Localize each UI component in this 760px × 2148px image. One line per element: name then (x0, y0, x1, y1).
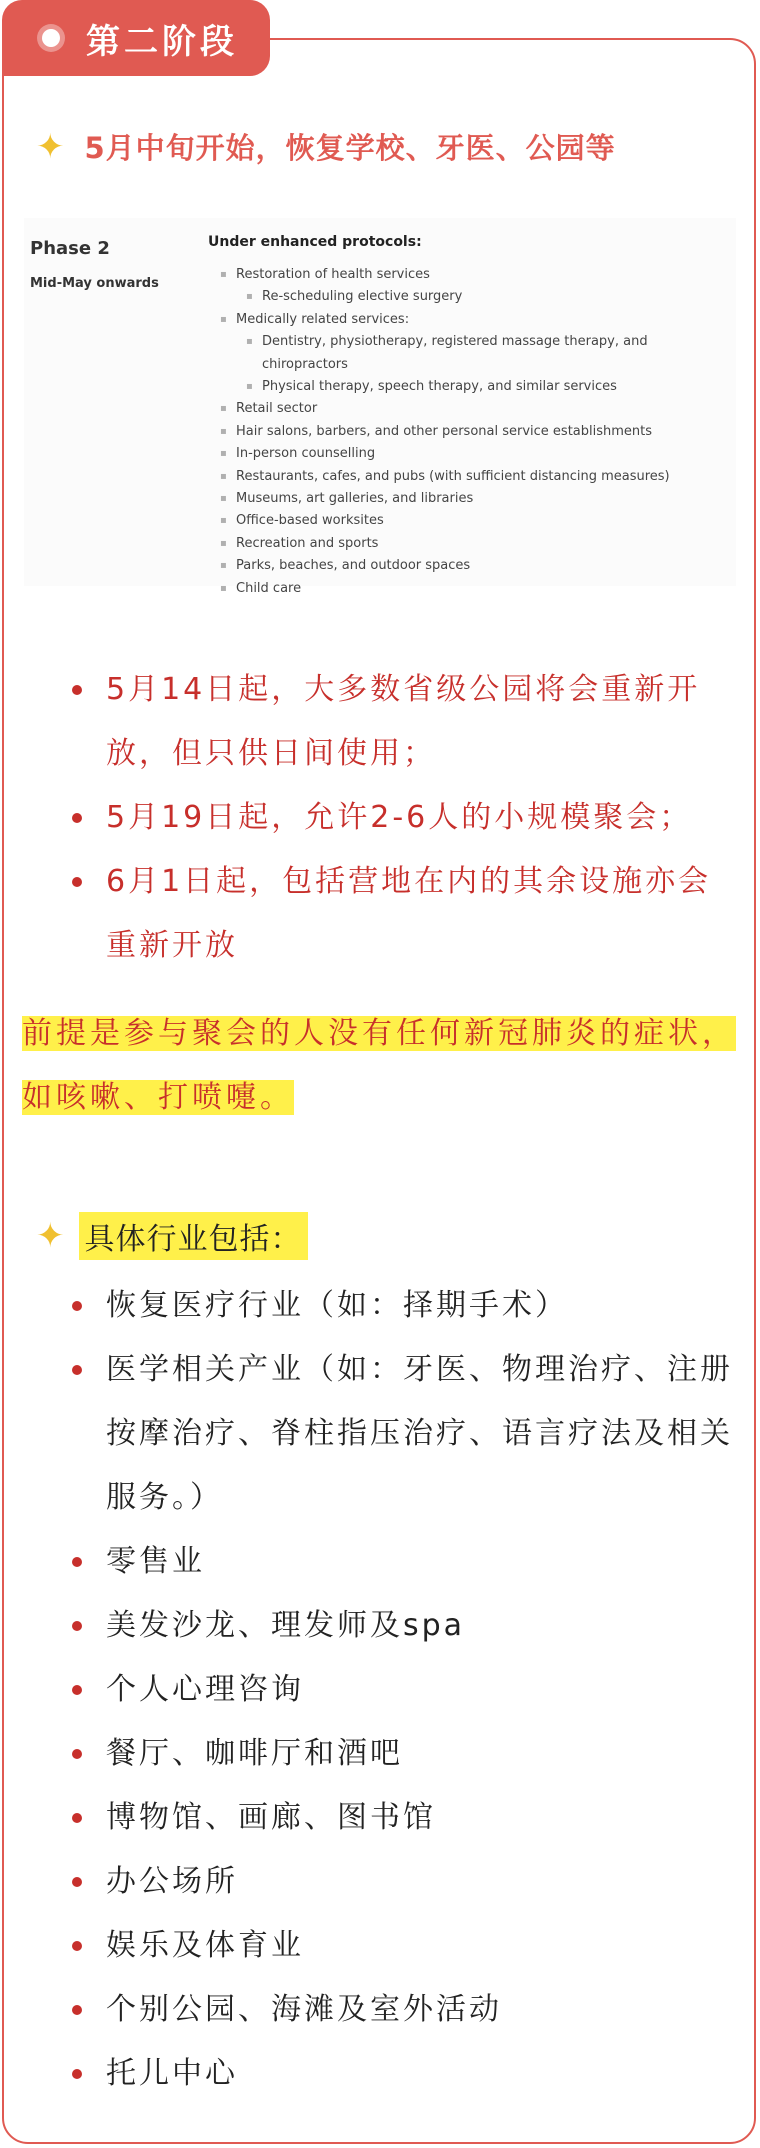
section-heading (36, 126, 616, 167)
reopening-item: 5月14日起，大多数省级公园将会重新开放，但只供日间使用； (70, 658, 742, 786)
stage-tag-label: 第二阶段 (86, 21, 238, 62)
industry-item: 博物馆、画廊、图书馆 (70, 1786, 742, 1850)
reopening-item: 6月1日起，包括营地在内的其余设施亦会重新开放 (70, 850, 742, 978)
protocol-items (208, 264, 736, 600)
industry-item: 托儿中心 (70, 2042, 742, 2106)
protocol-item: ▪ Dentistry, physiotherapy, registered massage therapy, and chiropractors (208, 331, 736, 376)
protocol-item: ▪ Re-scheduling elective surgery (208, 286, 736, 308)
industry-item: 医学相关产业（如：牙医、物理治疗、注册按摩治疗、脊柱指压治疗、语言疗法及相关服务。） (70, 1338, 742, 1530)
sparkle-icon: ✦ (36, 126, 65, 167)
protocol-item: ▪ In-person counselling (208, 443, 736, 465)
industry-item: 娱乐及体育业 (70, 1914, 742, 1978)
industry-item: 恢复医疗行业（如：择期手术） (70, 1274, 742, 1338)
industry-item: 个别公园、海滩及室外活动 (70, 1978, 742, 2042)
protocol-item: ▪ Restoration of health services (208, 264, 736, 286)
protocol-item: ▪ Hair salons, barbers, and other personal service establishments (208, 421, 736, 443)
reopening-dates-list (70, 658, 742, 978)
protocol-item: ▪ Parks, beaches, and outdoor spaces (208, 555, 736, 577)
phase-subtitle: Mid-May onwards (30, 276, 159, 291)
industry-item: 零售业 (70, 1530, 742, 1594)
protocol-item: ▪ Child care (208, 578, 736, 600)
precondition-note (22, 1002, 742, 1130)
industries-heading (36, 1212, 308, 1260)
protocol-item: ▪ Medically related services: (208, 309, 736, 331)
protocol-item: ▪ Restaurants, cafes, and pubs (with sufficient distancing measures) (208, 466, 736, 488)
industry-item: 个人心理咨询 (70, 1658, 742, 1722)
section-heading-text: 5月中旬开始，恢复学校、牙医、公园等 (84, 131, 616, 165)
industries-list (70, 1274, 742, 2106)
sparkle-icon: ✦ (36, 1216, 65, 1256)
stage-tag (2, 0, 270, 76)
circle-dot-icon (42, 29, 60, 47)
protocol-item: ▪ Office-based worksites (208, 510, 736, 532)
phase-screenshot (24, 218, 736, 596)
industry-item: 办公场所 (70, 1850, 742, 1914)
protocol-item: ▪ Museums, art galleries, and libraries (208, 488, 736, 510)
industries-heading-text: 具体行业包括： (79, 1212, 308, 1260)
industry-item: 美发沙龙、理发师及spa (70, 1594, 742, 1658)
reopening-item: 5月19日起，允许2-6人的小规模聚会； (70, 786, 742, 850)
phase-title: Phase 2 (30, 238, 110, 259)
protocol-item: ▪ Retail sector (208, 398, 736, 420)
protocol-list (208, 234, 736, 600)
protocol-header: Under enhanced protocols: (208, 234, 422, 250)
precondition-note-text: 前提是参与聚会的人没有任何新冠肺炎的症状，如咳嗽、打喷嚏。 (22, 1016, 736, 1115)
protocol-item: ▪ Physical therapy, speech therapy, and similar services (208, 376, 736, 398)
industry-item: 餐厅、咖啡厅和酒吧 (70, 1722, 742, 1786)
protocol-item: ▪ Recreation and sports (208, 533, 736, 555)
